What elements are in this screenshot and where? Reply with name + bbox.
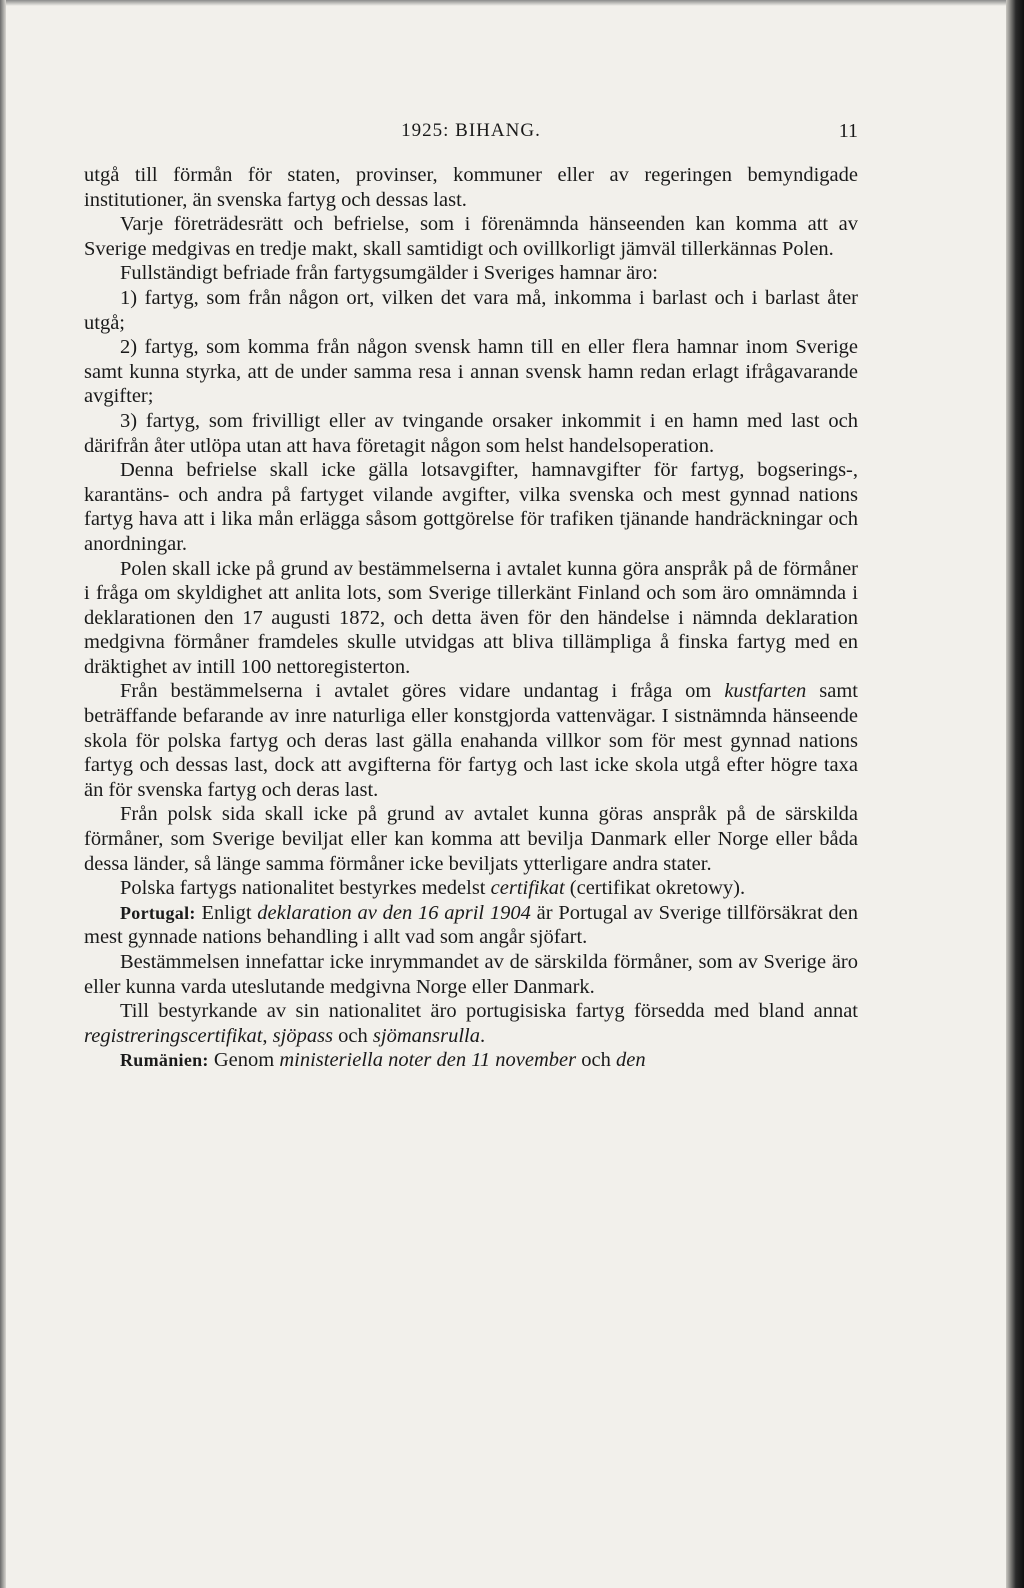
text-run: Polen skall icke på grund av bestämmelserna i avtalet kunna göra anspråk på de förmåner i fråga om skyldighet att anlita lots, som Sverige tillerkänt Finland och som äro omnämnda i deklarationen den 17 augusti 1872, och detta även för den händelse i nämnda deklaration medgivna förmåner framdeles skulle utvidgas att bliva tillämpliga å finska fartyg med en dräktighet av intill 100 nettoregisterton.	[84, 557, 858, 678]
body-paragraph	[84, 409, 858, 458]
text-run: Fullständigt befriade från fartygsumgälder i Sveriges hamnar äro:	[120, 262, 658, 285]
italic-text: sjöpass	[272, 1024, 334, 1047]
text-run: samt beträffande befarande av inre naturliga eller konstgjorda vattenvägar. I sistnämnda hänseende skola för polska fartyg och deras last gälla enahanda villkor som för mest gynnad nations fartyg och dessas last, dock att avgifterna för fartyg och last icke skola utgå efter högre taxa än för svenska fartyg och deras last.	[84, 680, 858, 801]
running-header: 1925: BIHANG.	[401, 120, 541, 141]
italic-text: registreringscertifikat	[84, 1024, 263, 1047]
text-run: Varje företrädesrätt och befrielse, som i förenämnda hänseenden kan komma att av Sverige medgivas en tredje makt, skall samtidigt och ovillkorligt jämväl tillerkännas Polen.	[84, 213, 858, 260]
page-header	[84, 120, 858, 146]
italic-text: kustfarten	[724, 680, 807, 703]
italic-text: deklaration av den 16 april 1904	[257, 901, 531, 924]
text-run: Bestämmelsen innefattar icke inrymmandet av de särskilda förmåner, som av Sverige äro eller kunna varda uteslutande medgivna Norge eller Danmark.	[84, 951, 858, 998]
text-run: Från polsk sida skall icke på grund av avtalet kunna göras anspråk på de särskilda förmåner, som Sverige beviljat eller kan komma att bevilja Danmark eller Norge eller båda dessa länder, så länge samma förmåner icke beviljats ytterligare andra stater.	[84, 803, 858, 875]
country-label: Rumänien:	[120, 1050, 209, 1071]
body-paragraph	[84, 679, 858, 802]
text-run: och	[333, 1024, 373, 1047]
text-run: (certifikat okretowy).	[564, 877, 746, 900]
text-run: 2) fartyg, som komma från någon svensk hamn till en eller flera hamnar inom Sverige samt kunna styrka, att de under samma resa i annan svensk hamn redan erlagt ifrågavarande avgifter;	[84, 336, 858, 408]
scan-edge-top	[0, 0, 1024, 6]
body-paragraph	[84, 901, 858, 950]
italic-text: ministeriella noter den 11 november	[279, 1049, 577, 1072]
text-run: Polska fartygs nationalitet bestyrkes medelst	[120, 877, 491, 900]
text-run: 1) fartyg, som från någon ort, vilken det vara må, inkomma i barlast och i barlast åter utgå;	[84, 286, 858, 334]
text-run: Enligt	[195, 901, 258, 924]
text-run: är Portugal av Sverige tillförsäkrat den mest gynnade nations behandling i allt vad som angår sjöfart.	[84, 901, 858, 949]
body-paragraph	[84, 876, 858, 901]
scan-edge-right	[1006, 0, 1024, 1588]
body-paragraph	[84, 163, 858, 212]
body-paragraph	[84, 286, 858, 335]
italic-text: den	[616, 1049, 646, 1072]
text-run: Denna befrielse skall icke gälla lotsavgifter, hamnavgifter för fartyg, bogserings-, karantäns- och andra på fartyget vilande avgifter, vilka svenska och mest gynnad nations fartyg hava att i lika mån erlägga såsom gottgörelse för trafiken tjänande handräckningar och anordningar.	[84, 459, 858, 555]
italic-text: sjömansrulla	[372, 1024, 480, 1047]
body-paragraph	[84, 458, 858, 556]
text-run: utgå till förmån för staten, provinser, kommuner eller av regeringen bemyndigade institutioner, än svenska fartyg och dessas last.	[84, 164, 858, 211]
page-number: 11	[838, 120, 858, 142]
body-paragraph	[84, 557, 858, 680]
italic-text: certifikat	[490, 877, 565, 900]
body-paragraph	[84, 1048, 858, 1073]
text-run: och	[576, 1049, 616, 1072]
body-paragraph	[84, 261, 858, 286]
text-run: Till bestyrkande av sin nationalitet äro portugisiska fartyg försedda med bland annat	[120, 1000, 858, 1023]
body-paragraph	[84, 212, 858, 261]
text-run: .	[479, 1024, 486, 1047]
text-run: Från bestämmelserna i avtalet göres vidare undantag i fråga om	[120, 680, 725, 703]
page-body	[84, 163, 858, 1073]
text-run: Genom	[208, 1049, 280, 1072]
body-paragraph	[84, 802, 858, 876]
text-run: 3) fartyg, som frivilligt eller av tvingande orsaker inkommit i en hamn med last och därifrån åter utlöpa utan att hava företagit någon som helst handelsoperation.	[84, 409, 858, 457]
body-paragraph	[84, 335, 858, 409]
scan-edge-left	[0, 0, 6, 1588]
country-label: Portugal:	[120, 902, 196, 923]
body-paragraph	[84, 999, 858, 1048]
text-run: ,	[262, 1024, 273, 1047]
body-paragraph	[84, 950, 858, 999]
